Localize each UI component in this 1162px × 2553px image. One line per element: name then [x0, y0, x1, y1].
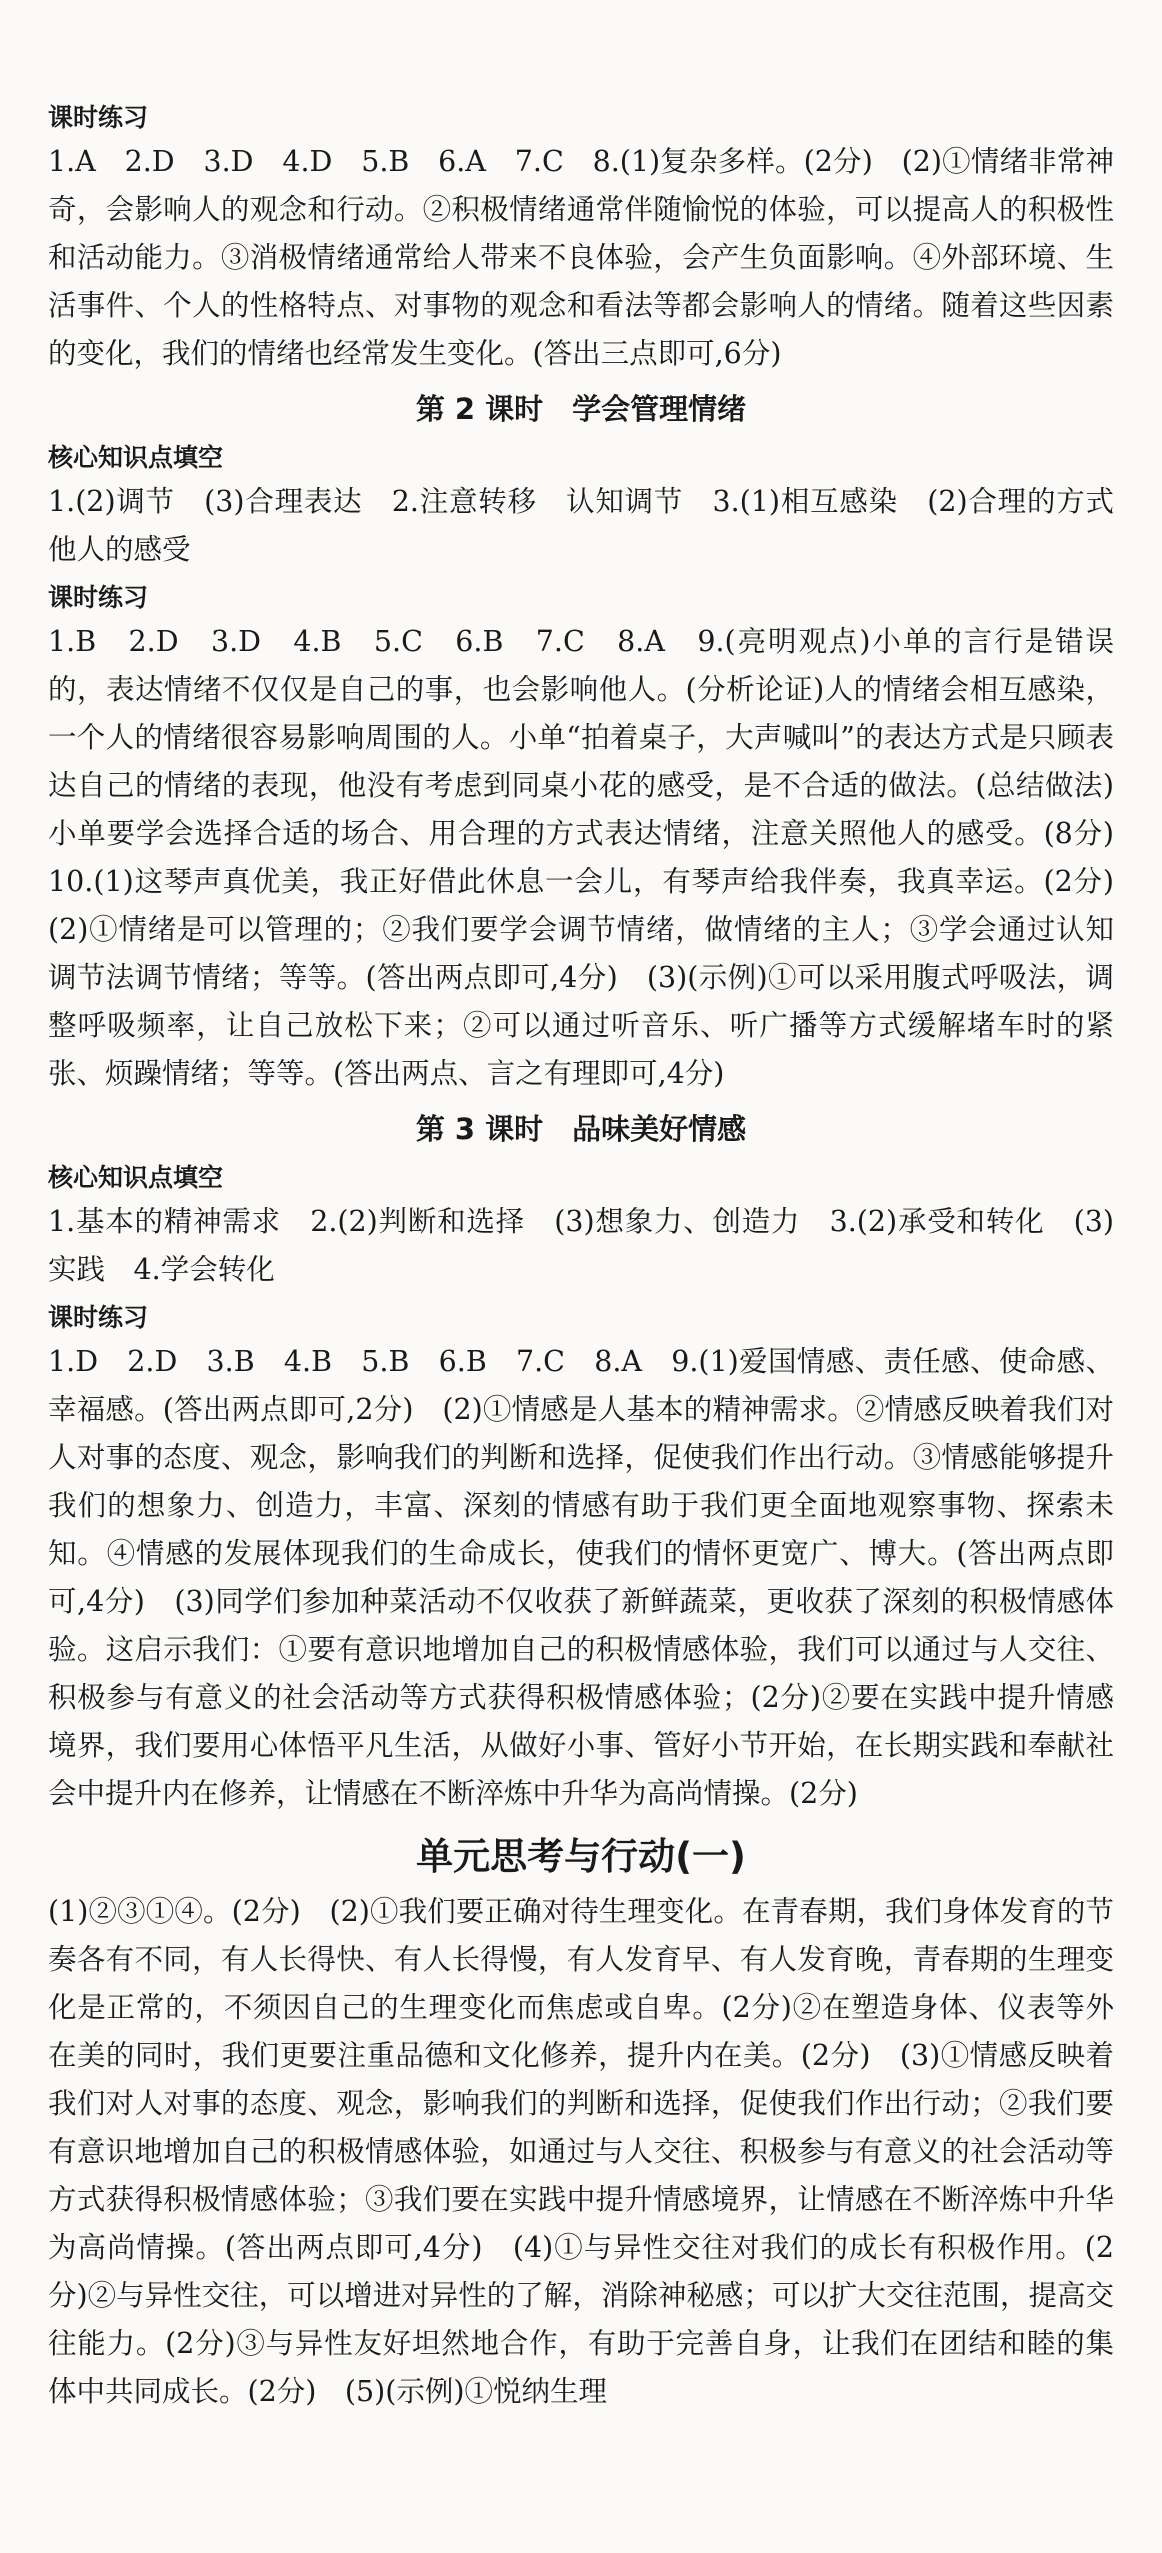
unit-heading: 单元思考与行动(一) — [416, 1835, 746, 1878]
section-lesson1-practice — [48, 98, 1114, 378]
section-lesson3 — [48, 1104, 1114, 1818]
answer-paragraph: 1.D 2.D 3.B 4.B 5.B 6.B 7.C 8.A 9.(1)爱国情感、责任感、使命感、幸福感。(答出两点即可,2分) (2)①情感是人基本的精神需求。②情感反映着我们对人对事的态度、观念，影响我们的判断和选择，促使我们作出行动。③情感能够提升我们的想象力、创造力，丰富、深刻的情感有助于我们更全面地观察事物、探索未知。④情感的发展体现我们的生命成长，使我们的情怀更宽广、博大。(答出两点即可,4分) (3)同学们参加种菜活动不仅收获了新鲜蔬菜，更收获了深刻的积极情感体验。这启示我们：①要有意识地增加自己的积极情感体验，我们可以通过与人交往、积极参与有意义的社会活动等方式获得积极情感体验；(2分)②要在实践中提升情感境界，我们要用心体悟平凡生活，从做好小事、管好小节开始，在长期实践和奉献社会中提升内在修养，让情感在不断淬炼中升华为高尚情操。(2分) — [48, 1345, 1114, 1810]
section-label: 课时练习 — [48, 1303, 149, 1332]
answer-paragraph: 1.A 2.D 3.D 4.D 5.B 6.A 7.C 8.(1)复杂多样。(2分) (2)①情绪非常神奇，会影响人的观念和行动。②积极情绪通常伴随愉悦的体验，可以提高人的积极性和活动能力。③消极情绪通常给人带来不良体验，会产生负面影响。④外部环境、生活事件、个人的性格特点、对事物的观念和看法等都会影响人的情绪。随着这些因素的变化，我们的情绪也经常发生变化。(答出三点即可,6分) — [48, 145, 1114, 370]
lesson-heading: 第 2 课时 学会管理情绪 — [415, 392, 747, 426]
section-label: 课时练习 — [48, 103, 149, 132]
section-unit-review — [48, 1826, 1114, 2416]
section-label: 核心知识点填空 — [48, 1163, 224, 1192]
section-label: 课时练习 — [48, 583, 149, 612]
answer-paragraph: 1.B 2.D 3.D 4.B 5.C 6.B 7.C 8.A 9.(亮明观点)小单的言行是错误的，表达情绪不仅仅是自己的事，也会影响他人。(分析论证)人的情绪会相互感染，一个人的情绪很容易影响周围的人。小单“拍着桌子，大声喊叫”的表达方式是只顾表达自己的情绪的表现，他没有考虑到同桌小花的感受，是不合适的做法。(总结做法)小单要学会选择合适的场合、用合理的方式表达情绪，注意关照他人的感受。(8分) 10.(1)这琴声真优美，我正好借此休息一会儿，有琴声给我伴奏，我真幸运。(2分) (2)①情绪是可以管理的；②我们要学会调节情绪，做情绪的主人；③学会通过认知调节法调节情绪；等等。(答出两点即可,4分) (3)(示例)①可以采用腹式呼吸法，调整呼吸频率，让自己放松下来；②可以通过听音乐、听广播等方式缓解堵车时的紧张、烦躁情绪；等等。(答出两点、言之有理即可,4分) — [48, 625, 1143, 1090]
answer-paragraph: (1)②③①④。(2分) (2)①我们要正确对待生理变化。在青春期，我们身体发育的节奏各有不同，有人长得快、有人长得慢，有人发育早、有人发育晚，青春期的生理变化是正常的，不须因自己的生理变化而焦虑或自卑。(2分)②在塑造身体、仪表等外在美的同时，我们更要注重品德和文化修养，提升内在美。(2分) (3)①情感反映着我们对人对事的态度、观念，影响我们的判断和选择，促使我们作出行动；②我们要有意识地增加自己的积极情感体验，如通过与人交往、积极参与有意义的社会活动等方式获得积极情感体验；③我们要在实践中提升情感境界，让情感在不断淬炼中升华为高尚情操。(答出两点即可,4分) (4)①与异性交往对我们的成长有积极作用。(2分)②与异性交往，可以增进对异性的了解，消除神秘感；可以扩大交往范围，提高交往能力。(2分)③与异性友好坦然地合作，有助于完善自身，让我们在团结和睦的集体中共同成长。(2分) (5)(示例)①悦纳生理 — [48, 1895, 1114, 2408]
answer-paragraph: 1.(2)调节 (3)合理表达 2.注意转移 认知调节 3.(1)相互感染 (2)合理的方式 他人的感受 — [48, 485, 1143, 566]
section-label: 核心知识点填空 — [48, 443, 224, 472]
section-lesson2 — [48, 384, 1143, 1098]
answer-paragraph: 1.基本的精神需求 2.(2)判断和选择 (3)想象力、创造力 3.(2)承受和转化 (3)实践 4.学会转化 — [48, 1205, 1114, 1286]
lesson-heading: 第 3 课时 品味美好情感 — [415, 1112, 747, 1146]
